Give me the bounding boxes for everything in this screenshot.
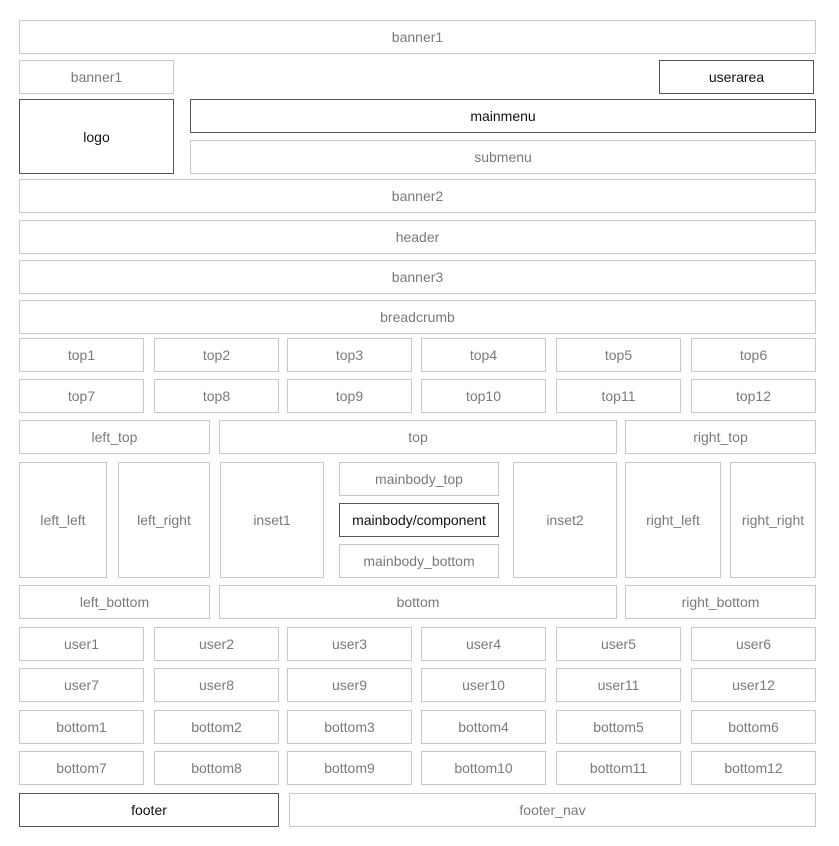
bottom6-position: bottom6: [691, 710, 816, 744]
bottom10-position: bottom10: [421, 751, 546, 785]
bottom1-position: bottom1: [19, 710, 144, 744]
user5-position: user5: [556, 627, 681, 661]
mainbody-component-position: mainbody/component: [339, 503, 499, 537]
bottom3-position: bottom3: [287, 710, 412, 744]
bottom7-position: bottom7: [19, 751, 144, 785]
inset1-position: inset1: [220, 462, 324, 578]
user6-position: user6: [691, 627, 816, 661]
top1-position: top1: [19, 338, 144, 372]
bottom9-position: bottom9: [287, 751, 412, 785]
banner1-left-position: banner1: [19, 60, 174, 94]
footer-nav-position: footer_nav: [289, 793, 816, 827]
top8-position: top8: [154, 379, 279, 413]
top7-position: top7: [19, 379, 144, 413]
user1-position: user1: [19, 627, 144, 661]
top12-position: top12: [691, 379, 816, 413]
bottom2-position: bottom2: [154, 710, 279, 744]
userarea-position: userarea: [659, 60, 814, 94]
footer-position: footer: [19, 793, 279, 827]
top4-position: top4: [421, 338, 546, 372]
user9-position: user9: [287, 668, 412, 702]
user3-position: user3: [287, 627, 412, 661]
header-position: header: [19, 220, 816, 254]
bottom4-position: bottom4: [421, 710, 546, 744]
top9-position: top9: [287, 379, 412, 413]
bottom8-position: bottom8: [154, 751, 279, 785]
top11-position: top11: [556, 379, 681, 413]
logo-position: logo: [19, 99, 174, 174]
banner3-position: banner3: [19, 260, 816, 294]
top-position: top: [219, 420, 617, 454]
banner2-position: banner2: [19, 179, 816, 213]
left-bottom-position: left_bottom: [19, 585, 210, 619]
right-top-position: right_top: [625, 420, 816, 454]
top3-position: top3: [287, 338, 412, 372]
bottom12-position: bottom12: [691, 751, 816, 785]
user11-position: user11: [556, 668, 681, 702]
bottom5-position: bottom5: [556, 710, 681, 744]
left-top-position: left_top: [19, 420, 210, 454]
right-left-position: right_left: [625, 462, 721, 578]
bottom-position: bottom: [219, 585, 617, 619]
right-bottom-position: right_bottom: [625, 585, 816, 619]
mainbody-top-position: mainbody_top: [339, 462, 499, 496]
banner1-top-position: banner1: [19, 20, 816, 54]
user8-position: user8: [154, 668, 279, 702]
left-right-position: left_right: [118, 462, 210, 578]
inset2-position: inset2: [513, 462, 617, 578]
mainmenu-position: mainmenu: [190, 99, 816, 133]
submenu-position: submenu: [190, 140, 816, 174]
top5-position: top5: [556, 338, 681, 372]
top10-position: top10: [421, 379, 546, 413]
bottom11-position: bottom11: [556, 751, 681, 785]
user12-position: user12: [691, 668, 816, 702]
user4-position: user4: [421, 627, 546, 661]
top2-position: top2: [154, 338, 279, 372]
user2-position: user2: [154, 627, 279, 661]
mainbody-bottom-position: mainbody_bottom: [339, 544, 499, 578]
top6-position: top6: [691, 338, 816, 372]
user10-position: user10: [421, 668, 546, 702]
breadcrumb-position: breadcrumb: [19, 300, 816, 334]
left-left-position: left_left: [19, 462, 107, 578]
user7-position: user7: [19, 668, 144, 702]
right-right-position: right_right: [730, 462, 816, 578]
